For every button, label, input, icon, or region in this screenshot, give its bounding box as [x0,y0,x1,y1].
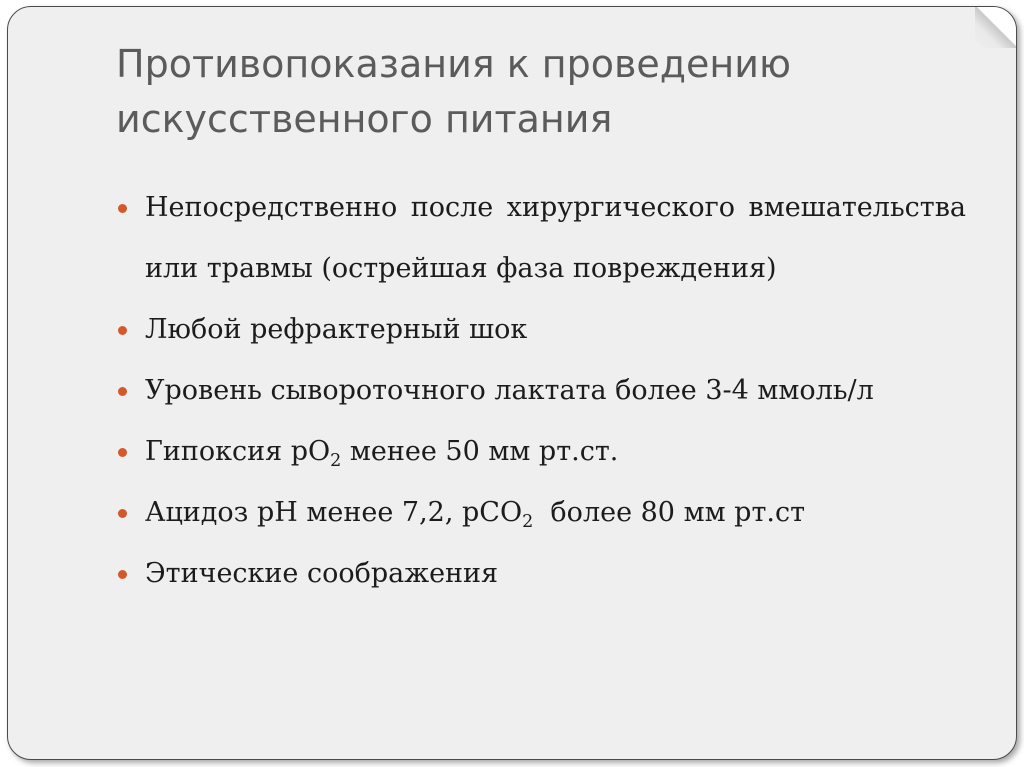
list-item-text-pre: Гипоксия рО [145,436,331,467]
slide-title-line-2: искусственного питания [116,97,613,141]
list-item [118,421,966,482]
list-item-text-post: более 80 мм рт.ст [533,497,806,528]
subscript: 2 [330,451,342,472]
subscript: 2 [522,512,534,533]
bullet-dot-icon [118,326,127,335]
page-curl-decoration [975,6,1017,48]
bullet-dot-icon [118,448,127,457]
list-item-text: Уровень сывороточного лактата более 3-4 ммоль/л [145,375,874,406]
list-item [118,177,966,299]
list-item [118,360,966,421]
list-item [118,482,966,543]
slide-frame [7,6,1017,760]
list-item-text-pre: Ацидоз рН менее 7,2, рСО [145,497,523,528]
bullet-list [118,177,966,604]
list-item-text-post: менее 50 мм рт.ст. [341,436,619,467]
list-item-text: Этические соображения [145,558,499,589]
bullet-dot-icon [118,509,127,518]
slide-title [116,37,936,147]
list-item-text: Непосредственно после хирургического вмешательства или травмы (острейшая фаза повреждения) [145,192,966,284]
list-item [118,543,966,604]
bullet-dot-icon [118,570,127,579]
bullet-dot-icon [118,387,127,396]
list-item [118,299,966,360]
bullet-dot-icon [118,204,127,213]
slide-title-line-1: Противопоказания к проведению [116,42,791,86]
list-item-text: Любой рефрактерный шок [145,314,528,345]
